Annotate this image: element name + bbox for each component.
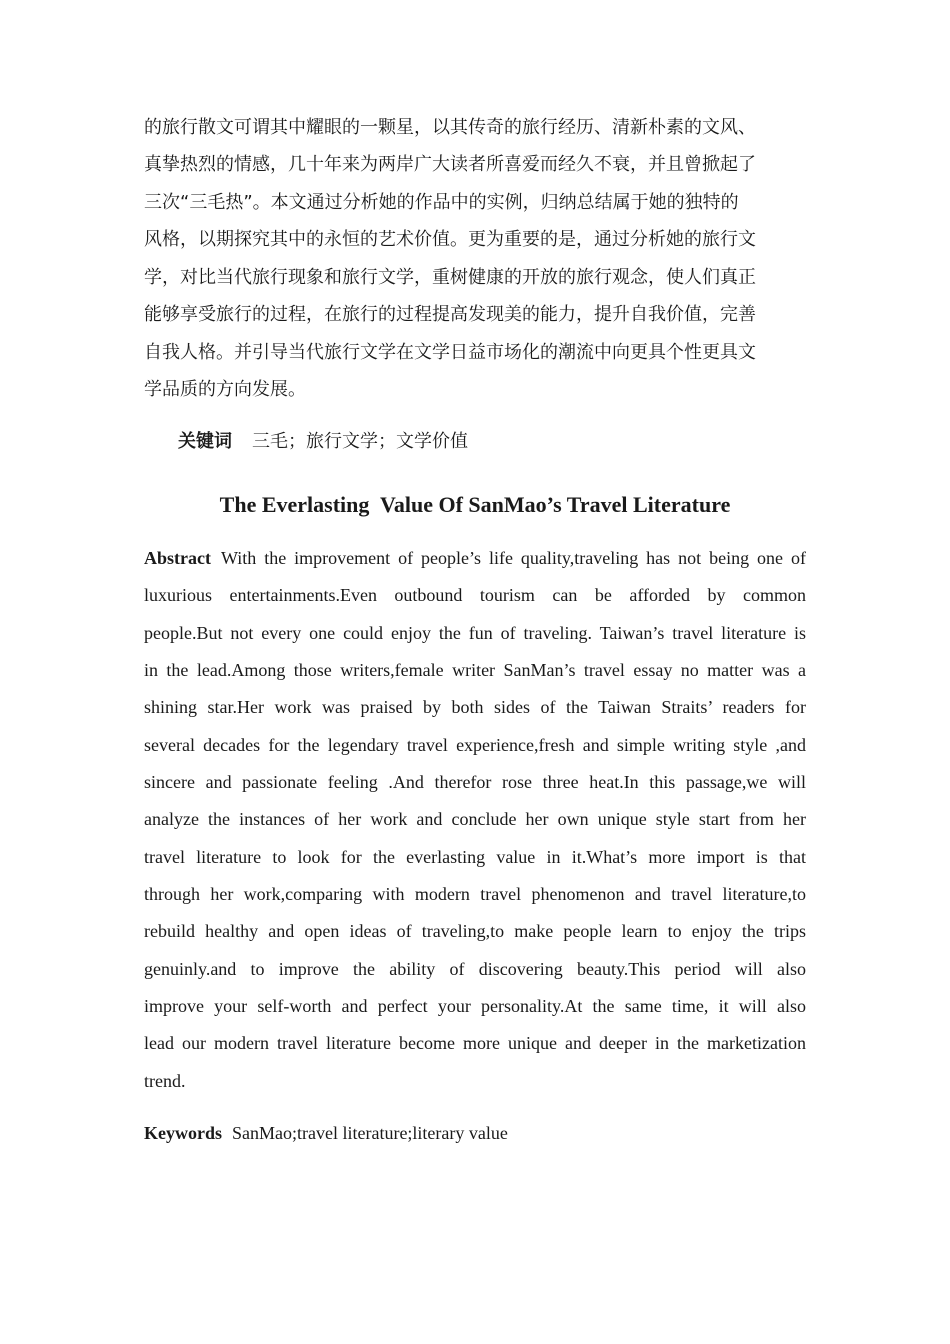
english-abstract-line: luxurious entertainments.Even outbound tourism can be afforded by common <box>144 585 806 605</box>
english-keywords-label: Keywords <box>144 1123 222 1143</box>
chinese-abstract-line: 真挚热烈的情感，几十年来为两岸广大读者所喜爱而经久不衰，并且曾掀起了 <box>144 154 756 175</box>
chinese-abstract-line: 自我人格。并引导当代旅行文学在文学日益市场化的潮流中向更具个性更具文 <box>144 342 756 363</box>
chinese-abstract-line: 学，对比当代旅行现象和旅行文学，重树健康的开放的旅行观念，使人们真正 <box>144 267 756 288</box>
english-abstract-line: improve your self-worth and perfect your personality.At the same time, it will also <box>144 996 806 1016</box>
chinese-abstract-line: 能够享受旅行的过程，在旅行的过程提高发现美的能力，提升自我价值，完善 <box>144 304 756 325</box>
english-abstract-line: lead our modern travel literature become more unique and deeper in the marketization <box>144 1033 806 1053</box>
english-abstract-line: trend. <box>144 1071 186 1091</box>
english-abstract-line: travel literature to look for the everlasting value in it.What’s more import is that <box>144 847 806 867</box>
english-abstract-line: sincere and passionate feeling .And therefor rose three heat.In this passage,we will <box>144 772 806 792</box>
english-keywords-text: SanMao;travel literature;literary value <box>232 1123 508 1143</box>
english-abstract-line: several decades for the legendary travel experience,fresh and simple writing style ,and <box>144 735 806 755</box>
english-abstract-line: in the lead.Among those writers,female writer SanMan’s travel essay no matter was a <box>144 660 806 680</box>
english-abstract-line: rebuild healthy and open ideas of traveling,to make people learn to enjoy the trips <box>144 921 806 941</box>
chinese-abstract-line: 的旅行散文可谓其中耀眼的一颗星，以其传奇的旅行经历、清新朴素的文风、 <box>144 117 756 138</box>
english-keywords <box>144 1116 508 1150</box>
english-abstract-line: through her work,comparing with modern travel phenomenon and travel literature,to <box>144 884 806 904</box>
chinese-abstract-line: 风格，以期探究其中的永恒的艺术价值。更为重要的是，通过分析她的旅行文 <box>144 229 756 250</box>
chinese-abstract-line: 学品质的方向发展。 <box>144 379 306 400</box>
english-abstract-line: analyze the instances of her work and conclude her own unique style start from her <box>144 809 806 829</box>
chinese-abstract-line: 三次“三毛热”。本文通过分析她的作品中的实例，归纳总结属于她的独特的 <box>144 192 739 213</box>
chinese-keywords-label: 关键词 <box>178 431 232 452</box>
chinese-keywords-text: 三毛；旅行文学；文学价值 <box>252 431 468 452</box>
english-abstract-line: shining star.Her work was praised by both sides of the Taiwan Straits’ readers for <box>144 697 806 717</box>
chinese-keywords <box>178 423 468 460</box>
english-abstract-first-line <box>144 540 806 577</box>
english-abstract-line: With the improvement of people’s life quality,traveling has not being one of <box>220 548 806 568</box>
english-abstract-line: genuinly.and to improve the ability of discovering beauty.This period will also <box>144 959 806 979</box>
english-abstract-line: people.But not every one could enjoy the fun of traveling. Taiwan’s travel literature is <box>144 623 806 643</box>
abstract-label: Abstract <box>144 548 211 568</box>
english-title: The Everlasting Value Of SanMao’s Travel Literature <box>219 492 731 517</box>
